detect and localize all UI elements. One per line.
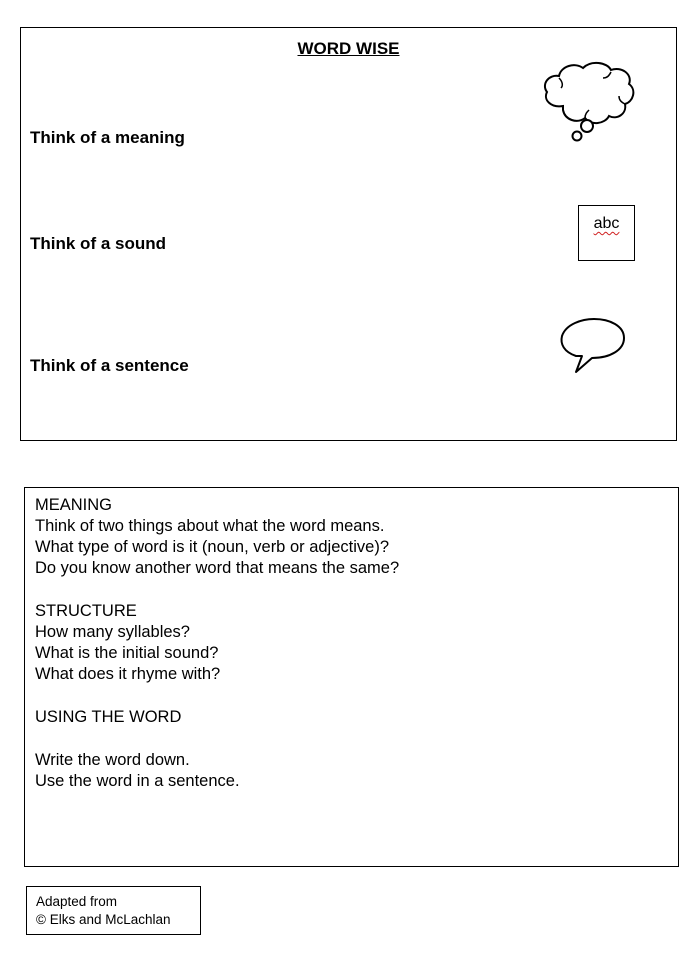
meaning-line: Do you know another word that means the same?	[35, 559, 400, 577]
thought-cloud-icon	[541, 60, 637, 144]
abc-text: abc	[593, 215, 620, 232]
credit-box	[26, 886, 201, 935]
strategy-sound-label: Think of a sound	[30, 234, 166, 253]
word-wise-card	[20, 27, 677, 441]
using-line: Write the word down.	[35, 751, 190, 769]
using-line: Use the word in a sentence.	[35, 772, 240, 790]
structure-heading: STRUCTURE	[35, 602, 137, 620]
meaning-heading: MEANING	[35, 496, 113, 514]
using-heading: USING THE WORD	[35, 708, 182, 726]
credit-line: Adapted from	[36, 894, 118, 909]
structure-line: What is the initial sound?	[35, 644, 219, 662]
abc-box-icon	[578, 205, 635, 261]
structure-line: How many syllables?	[35, 623, 190, 641]
meaning-line: What type of word is it (noun, verb or adjective)?	[35, 538, 389, 556]
strategy-meaning-label: Think of a meaning	[30, 128, 185, 147]
structure-line: What does it rhyme with?	[35, 665, 221, 683]
speech-bubble-icon	[558, 318, 628, 374]
meaning-line: Think of two things about what the word means.	[35, 517, 385, 535]
word-guide-box	[24, 487, 679, 867]
word-wise-title: WORD WISE	[297, 39, 400, 58]
credit-line: © Elks and McLachlan	[36, 912, 171, 927]
strategy-sentence-label: Think of a sentence	[30, 356, 189, 375]
